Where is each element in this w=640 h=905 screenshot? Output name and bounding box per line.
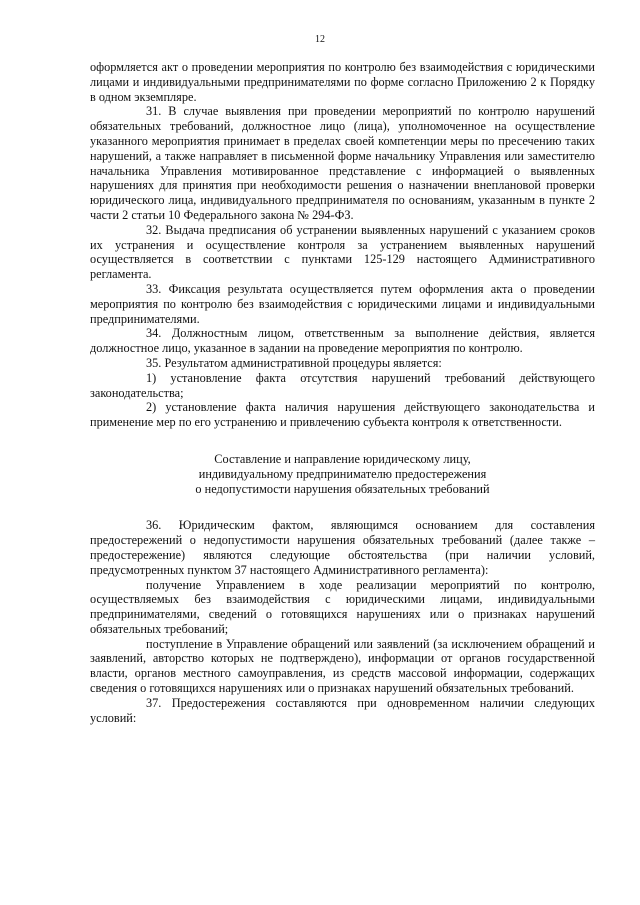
document-body — [90, 60, 595, 725]
paragraph-33: 33. Фиксация результата осуществляется путем оформления акта о проведении мероприятия по контролю без взаимодействия с юридическими лицами и индивидуальными предпринимателями. — [90, 281, 595, 326]
page-number: 12 — [315, 34, 325, 45]
section-heading-line-3: о недопустимости нарушения обязательных требований — [195, 481, 490, 496]
paragraph-36-item-a: получение Управлением в ходе реализации мероприятий по контролю, осуществляемых без взаимодействия с юридическими лицами, индивидуальными предпринимателями, сведений о готовящихся нарушениях или о признаках нарушений обязательных требований; — [90, 577, 595, 636]
paragraph-continuation: оформляется акт о проведении мероприятия по контролю без взаимодействия с юридическими лицами и индивидуальными предпринимателями по форме согласно Приложению 2 к Порядку в одном экземпляре. — [90, 60, 595, 104]
section-heading-line-2: индивидуальному предпринимателю предостережения — [198, 466, 487, 481]
paragraph-35-item-2: 2) установление факта наличия нарушения действующего законодательства и применение мер по его устранению и привлечению субъекта контроля к ответственности. — [90, 400, 595, 430]
paragraph-36: 36. Юридическим фактом, являющимся основанием для составления предостережений о недопустимости нарушения обязательных требований (далее также – предостережение) являются следующие обстоятельства (при наличии условий, предусмотренных пунктом 37 настоящего Административного регламента): — [90, 518, 595, 577]
paragraph-35: 35. Результатом административной процедуры является: — [146, 355, 442, 370]
paragraph-34: 34. Должностным лицом, ответственным за выполнение действия, является должностное лицо, указанное в задании на проведение мероприятия по контролю. — [90, 326, 595, 356]
paragraph-32: 32. Выдача предписания об устранении выявленных нарушений с указанием сроков их устранения и осуществление контроля за устранением выявленных нарушений осуществляется в соответствии с пунктами 125-129 настоящего Административного регламента. — [90, 222, 595, 282]
section-heading — [90, 452, 595, 496]
paragraph-37: 37. Предостережения составляются при одновременном наличии следующих условий: — [90, 695, 595, 725]
paragraph-36-item-b: поступление в Управление обращений или заявлений (за исключением обращений и заявлений, авторство которых не подтверждено), информации от органов государственной власти, органов местного самоуправления, из средств массовой информации, содержащих сведения о готовящихся нарушениях или о признаках нарушений обязательных требований. — [90, 636, 595, 696]
spacer — [90, 430, 595, 452]
paragraph-35-item-1: 1) установление факта отсутствия нарушений требований действующего законодательства; — [90, 370, 595, 400]
spacer — [90, 496, 595, 518]
paragraph-31: 31. В случае выявления при проведении мероприятий по контролю нарушений обязательных требований, должностное лицо (лица), уполномоченное на осуществление указанного мероприятия принимает в пределах своей компетенции меры по пресечению таких нарушений, а также направляет в письменной форме начальнику Управления или заместителю начальника Управления мотивированное представление с информацией о выявленных нарушениях для принятия при необходимости решения о назначении внеплановой проверки юридического лица, индивидуального предпринимателя по основаниям, указанным в пункте 2 части 2 статьи 10 Федерального закона № 294-ФЗ. — [90, 104, 595, 222]
section-heading-line-1: Составление и направление юридическому лицу, — [214, 451, 471, 466]
